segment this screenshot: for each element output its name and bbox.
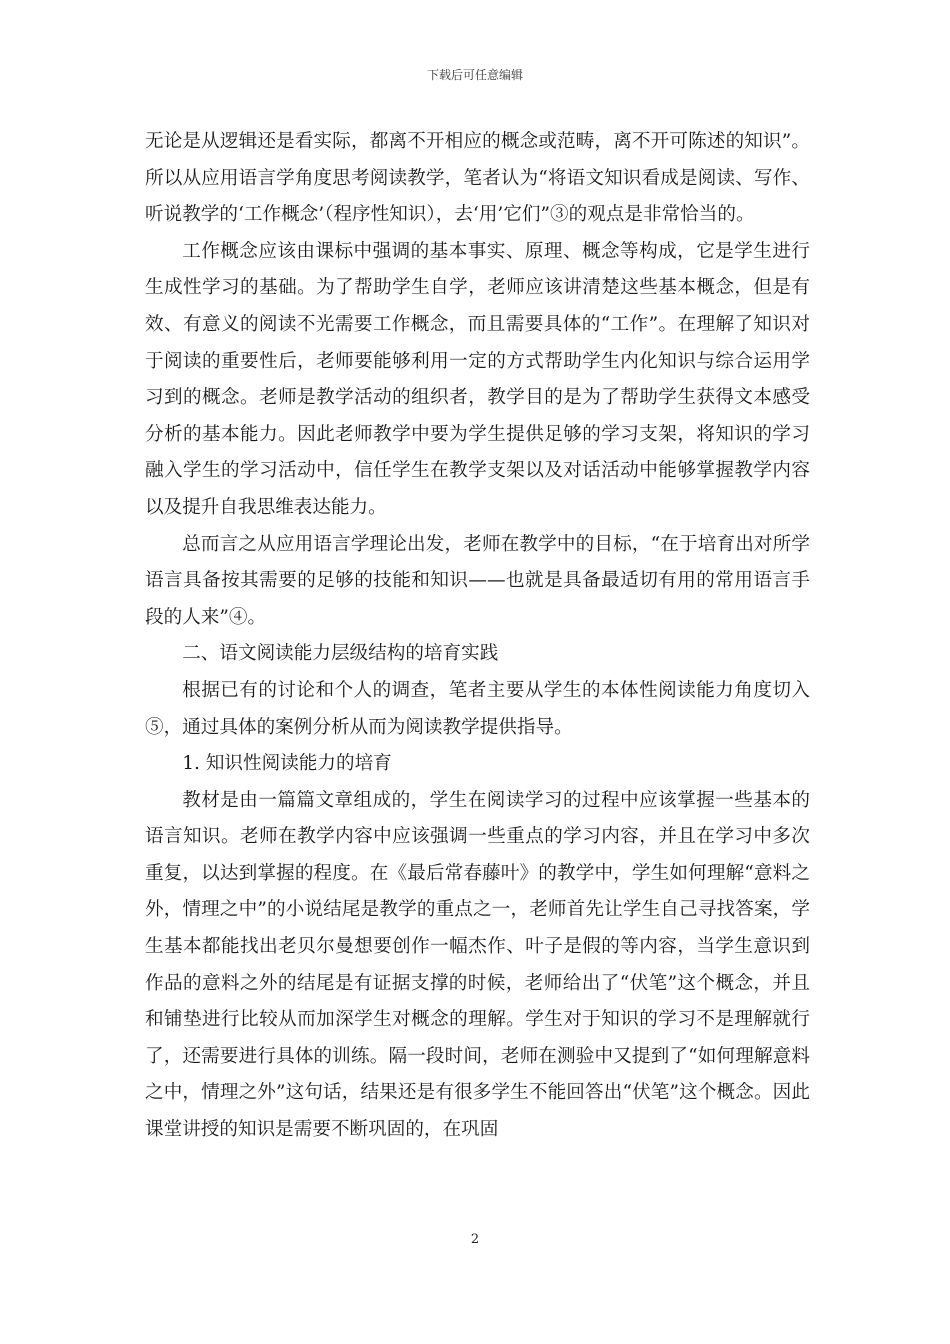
paragraph-2: 工作概念应该由课标中强调的基本事实、原理、概念等构成，它是学生进行生成性学习的基础。为了帮助学生自学，老师应该讲清楚这些基本概念，但是有效、有意义的阅读不光需要工作概念，而且需要具体的“工作”。在理解了知识对于阅读的重要性后，老师要能够利用一定的方式帮助学生内化知识与综合运用学习到的概念。老师是教学活动的组织者，教学目的是为了帮助学生获得文本感受分析的基本能力。因此老师教学中要为学生提供足够的学习支架，将知识的学习融入学生的学习活动中，信任学生在教学支架以及对话活动中能够掌握教学内容以及提升自我思维表达能力。 (145, 240, 810, 518)
subsection-heading: 1. 知识性阅读能力的培育 (182, 753, 392, 775)
paragraph-1: 无论是从逻辑还是看实际，都离不开相应的概念或范畴，离不开可陈述的知识”。所以从应用语言学角度思考阅读教学，笔者认为“将语文知识看成是阅读、写作、听说教学的‘工作概念’（程序性知识），去‘用’它们”③的观点是非常恰当的。 (145, 131, 810, 226)
page-number: 2 (470, 1232, 480, 1247)
paragraph-4: 根据已有的讨论和个人的调查，笔者主要从学生的本体性阅读能力角度切入⑤，通过具体的案例分析从而为阅读教学提供指导。 (145, 679, 810, 738)
body-text (145, 124, 810, 1149)
paragraph-3: 总而言之从应用语言学理论出发，老师在教学中的目标，“在于培育出对所学语言具备按其需要的足够的技能和知识——也就是具备最适切有用的常用语言手段的人来”④。 (145, 533, 810, 628)
paragraph-5: 教材是由一篇篇文章组成的，学生在阅读学习的过程中应该掌握一些基本的语言知识。老师在教学内容中应该强调一些重点的学习内容，并且在学习中多次重复，以达到掌握的程度。在《最后常春藤叶》的教学中，学生如何理解“意料之外，情理之中”的小说结尾是教学的重点之一，老师首先让学生自己寻找答案，学生基本都能找出老贝尔曼想要创作一幅杰作、叶子是假的等内容，当学生意识到作品的意料之外的结尾是有证据支撑的时候，老师给出了“伏笔”这个概念，并且和铺垫进行比较从而加深学生对概念的理解。学生对于知识的学习不是理解就行了，还需要进行具体的训练。隔一段时间，老师在测验中又提到了“如何理解意料之中，情理之外”这句话，结果还是有很多学生不能回答出“伏笔”这个概念。因此课堂讲授的知识是需要不断巩固的，在巩固 (145, 789, 810, 1141)
section-heading: 二、语文阅读能力层级结构的培育实践 (182, 643, 499, 665)
page-header: 下载后可任意编辑 (426, 68, 523, 82)
